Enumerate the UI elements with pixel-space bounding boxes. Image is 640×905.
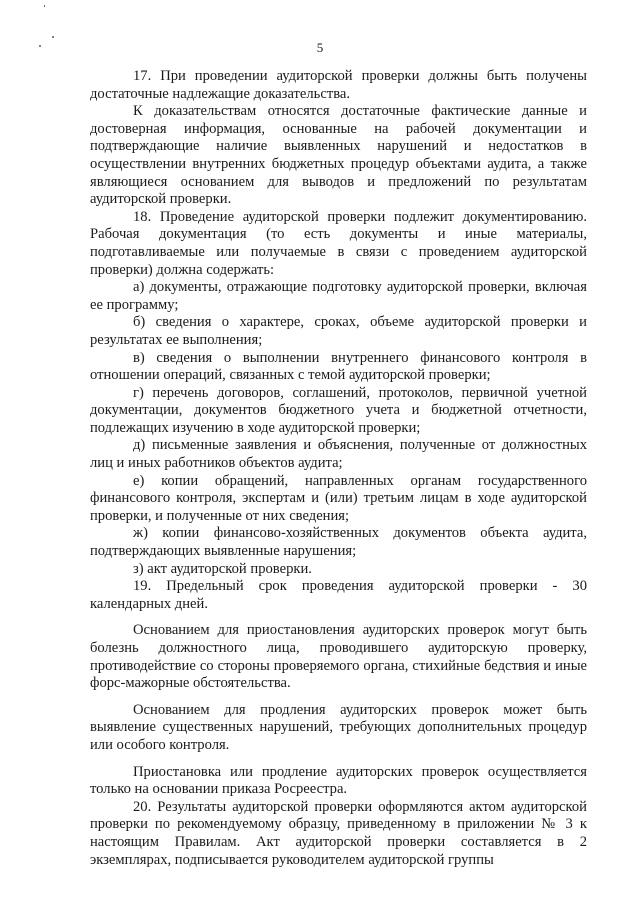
paragraph-20: 20. Результаты аудиторской проверки оформляются актом аудиторской проверки по рекомендуемому образцу, приведенному в приложении № 3 к настоящим Правилам. Акт аудиторской проверки составляется в 2 экземплярах, подписывается руководителем аудиторской группы bbox=[90, 798, 587, 868]
paragraph-19: 19. Предельный срок проведения аудиторской проверки - 30 календарных дней. bbox=[90, 578, 587, 612]
paragraph-suspension-grounds: Основанием для приостановления аудиторских проверок могут быть болезнь должностного лица, проводившего аудиторскую проверку, противодействие со стороны проверяемого органа, стихийные бедствия и иные форс-мажорные обстоятельства. bbox=[90, 622, 587, 692]
scan-speck bbox=[44, 5, 45, 7]
list-item-v: в) сведения о выполнении внутреннего финансового контроля в отношении операций, связанных с темой аудиторской проверки; bbox=[90, 349, 587, 384]
paragraph-extension-grounds: Основанием для продления аудиторских проверок может быть выявление существенных нарушений, требующих дополнительных процедур или особого контроля. bbox=[90, 701, 587, 753]
page-number: 5 bbox=[316, 40, 324, 55]
list-item-b: б) сведения о характере, сроках, объеме аудиторской проверки и результатах ее выполнения; bbox=[90, 314, 587, 348]
paragraph-18: 18. Проведение аудиторской проверки подлежит документированию. Рабочая документация (то есть документы и иные материалы, подготавливаемые или получаемые в связи с проведением аудиторской проверки) должна содержать: bbox=[90, 208, 587, 278]
list-item-d: д) письменные заявления и объяснения, полученные от должностных лиц и иных работников объектов аудита; bbox=[90, 437, 587, 472]
scan-speck bbox=[52, 36, 54, 38]
list-item-g: г) перечень договоров, соглашений, протоколов, первичной учетной документации, документов бюджетного учета и бюджетной отчетности, подлежащих изучению в ходе аудиторской проверки; bbox=[90, 384, 587, 436]
list-item-e: е) копии обращений, направленных органам государственного финансового контроля, экспертам и (или) третьим лицам в ходе аудиторской проверки, и полученные от них сведения; bbox=[90, 472, 587, 524]
paragraph-evidence-definition: К доказательствам относятся достаточные фактические данные и достоверная информация, основанные на рабочей документации и подтверждающие наличие выявленных нарушений и недостатков в осуществлении внутренних бюджетных процедур объектами аудита, а также являющиеся основанием для выводов и предложений по результатам аудиторской проверки. bbox=[90, 103, 587, 208]
list-item-z: з) акт аудиторской проверки. bbox=[133, 560, 312, 577]
paragraph-order-basis: Приостановка или продление аудиторских проверок осуществляется только на основании приказа Росреестра. bbox=[90, 763, 587, 798]
list-item-zh: ж) копии финансово-хозяйственных документов объекта аудита, подтверждающих выявленные нарушения; bbox=[90, 525, 587, 560]
document-body bbox=[90, 68, 587, 869]
list-item-a: а) документы, отражающие подготовку аудиторской проверки, включая ее программу; bbox=[90, 279, 587, 313]
paragraph-17: 17. При проведении аудиторской проверки должны быть получены достаточные надлежащие доказательства. bbox=[90, 68, 587, 102]
